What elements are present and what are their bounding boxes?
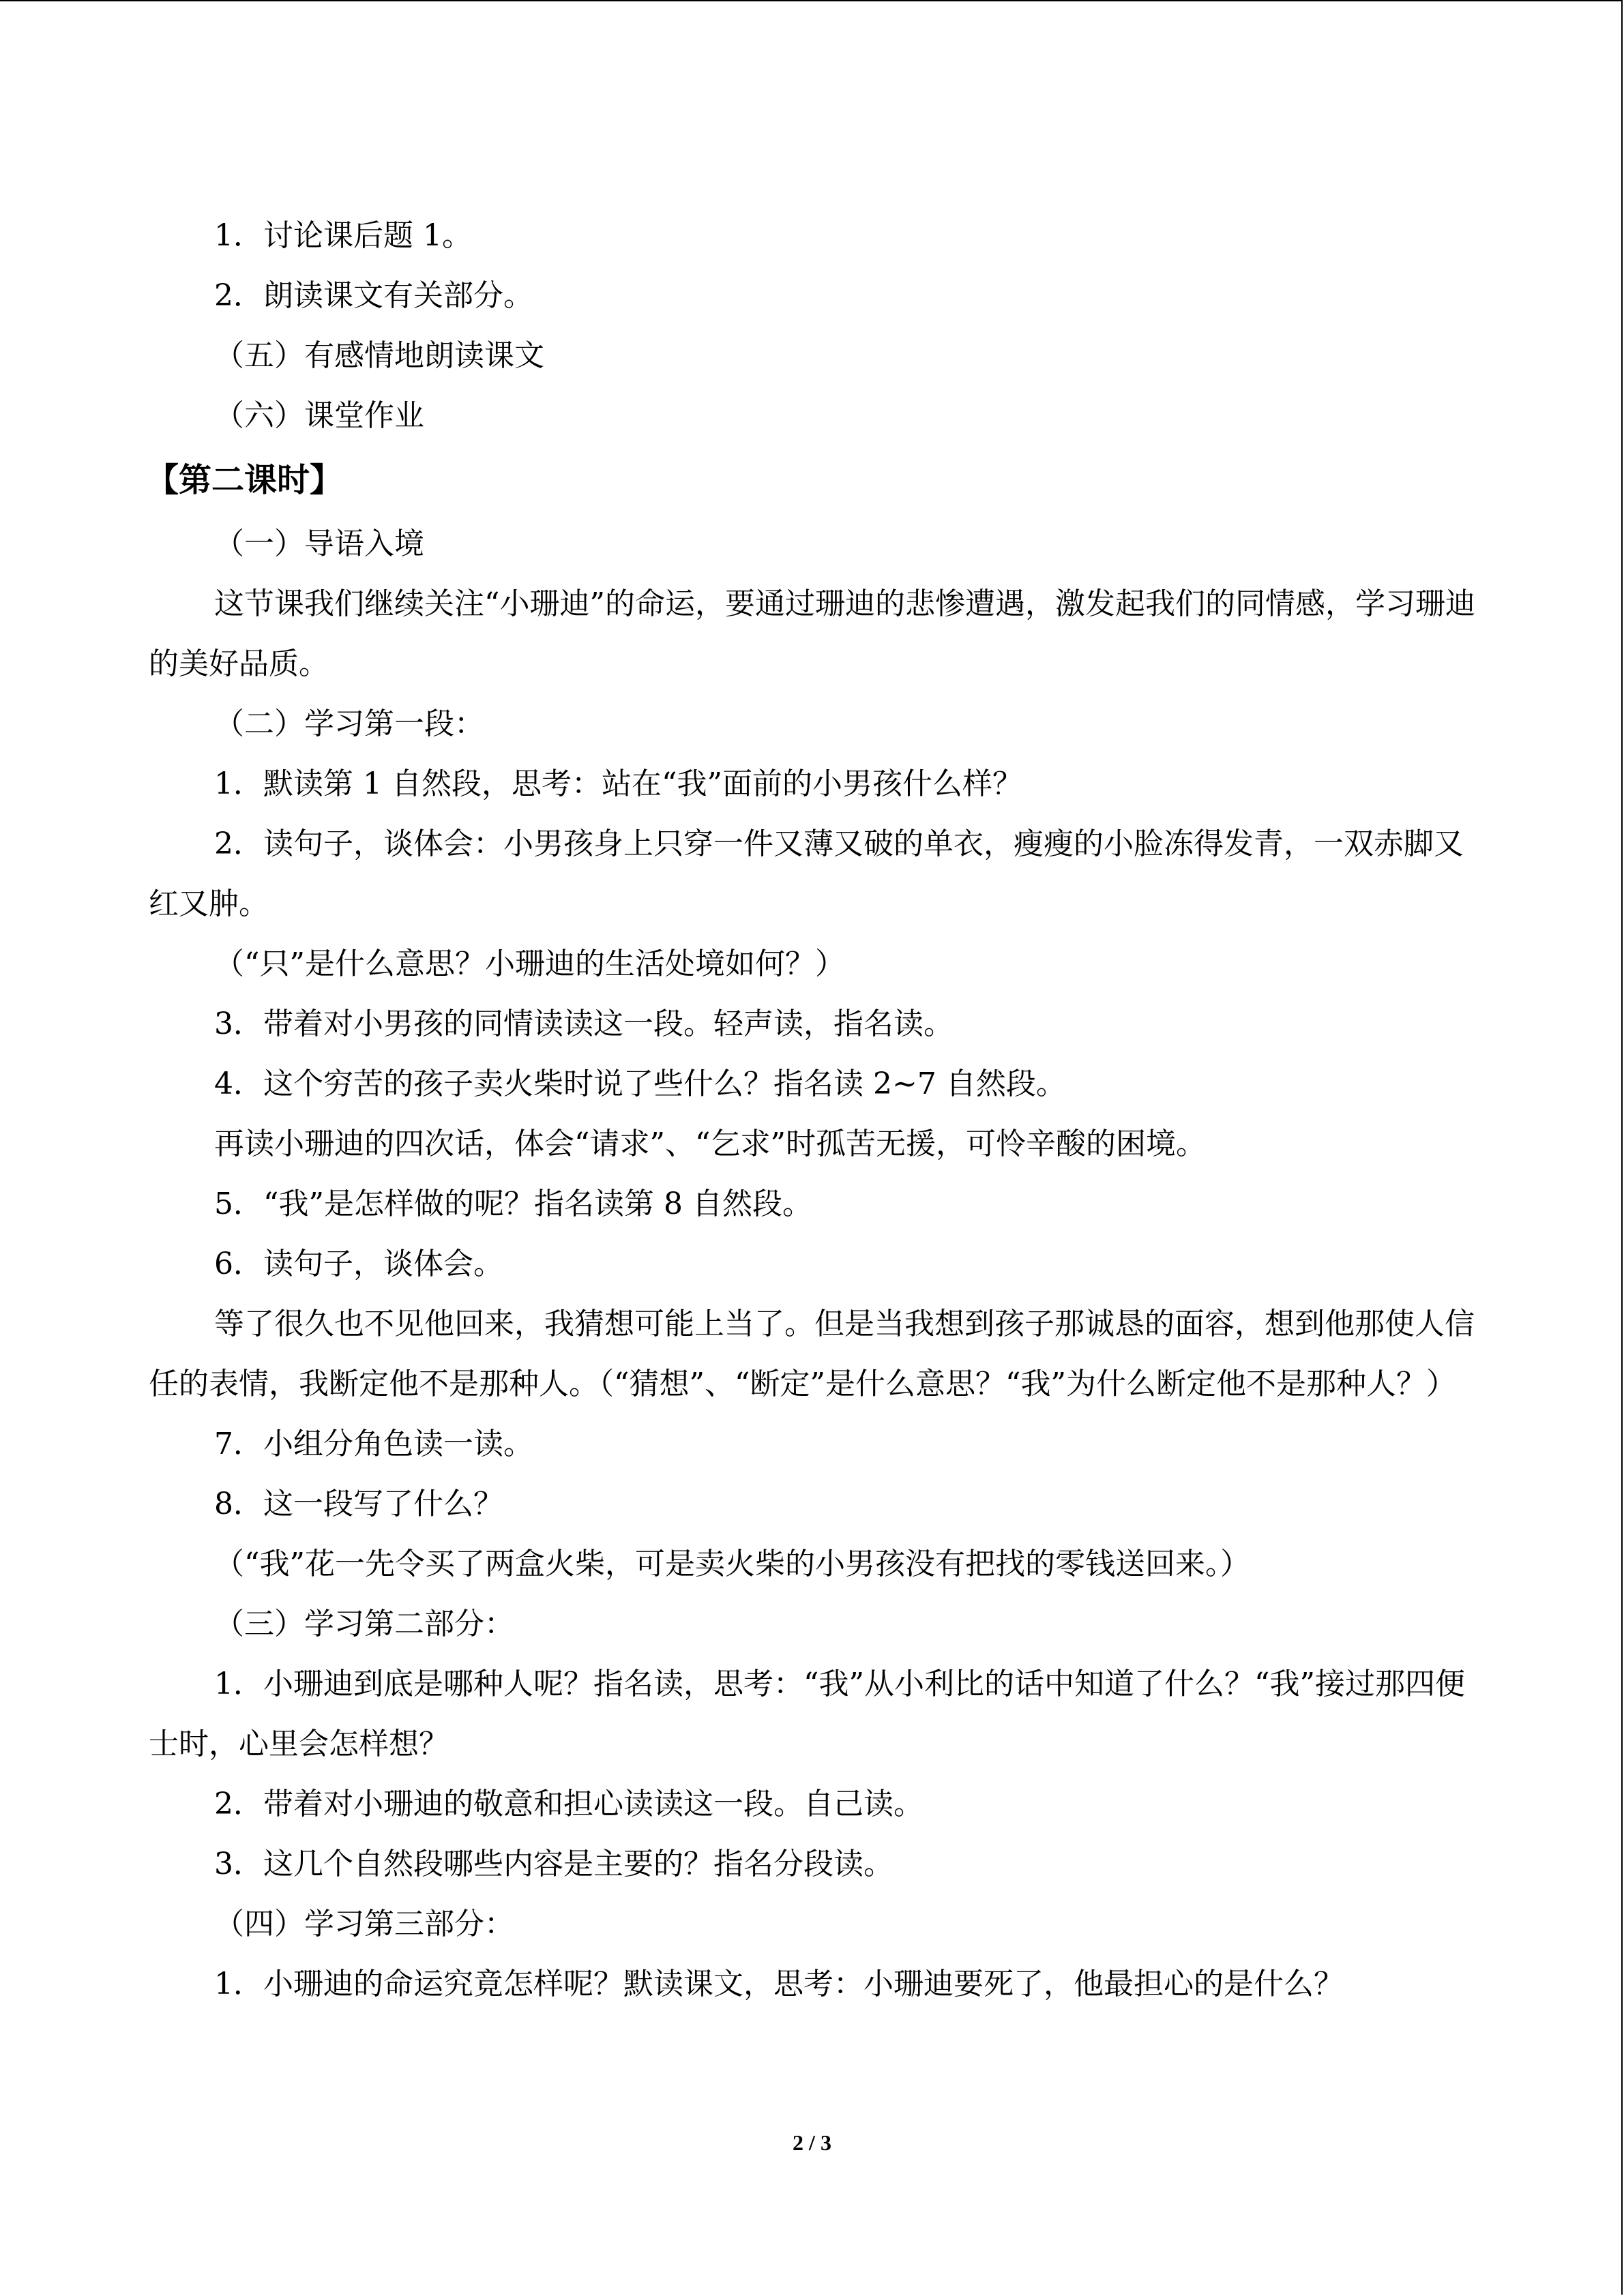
page-number: 2 / 3 xyxy=(793,2130,831,2155)
section-heading: （四）学习第三部分： xyxy=(214,1907,514,1941)
list-item: 1．讨论课后题 1。 xyxy=(214,218,472,253)
list-item: 5．“我”是怎样做的呢？指名读第 8 自然段。 xyxy=(214,1187,812,1221)
paragraph: （“只”是什么意思？小珊迪的生活处境如何？） xyxy=(214,946,845,981)
section-heading: （一）导语入境 xyxy=(214,526,424,561)
list-item: 2．朗读课文有关部分。 xyxy=(214,278,533,313)
list-item: 1．小珊迪的命运究竟怎样呢？默读课文，思考：小珊迪要死了，他最担心的是什么？ xyxy=(214,1967,1344,2001)
list-item: 6．读句子，谈体会。 xyxy=(214,1247,503,1281)
list-item: 3．这几个自然段哪些内容是主要的？指名分段读。 xyxy=(214,1847,894,1881)
paragraph: 这节课我们继续关注“小珊迪”的命运，要通过珊迪的悲惨遭遇，激发起我们的同情感，学习珊迪的美好品质。 xyxy=(149,586,1475,681)
paragraph: （“我”花一先令买了两盒火柴，可是卖火柴的小男孩没有把找的零钱送回来。） xyxy=(214,1547,1250,1581)
list-item: 4．这个穷苦的孩子卖火柴时说了些什么？指名读 2~7 自然段。 xyxy=(214,1067,1066,1101)
section-heading: （三）学习第二部分： xyxy=(214,1607,514,1641)
document-body xyxy=(146,206,1475,2014)
list-item: 8．这一段写了什么？ xyxy=(214,1487,503,1521)
section-heading: （五）有感情地朗读课文 xyxy=(214,338,544,373)
list-item: 7．小组分角色读一读。 xyxy=(214,1427,533,1461)
list-item: 3．带着对小男孩的同情读读这一段。轻声读，指名读。 xyxy=(214,1007,954,1041)
lesson-heading: 【第二课时】 xyxy=(146,461,343,499)
list-item: 1．小珊迪到底是哪种人呢？指名读，思考：“我”从小利比的话中知道了什么？“我”接过那四便士时，心里会怎样想？ xyxy=(149,1667,1465,1761)
paragraph: 等了很久也不见他回来，我猜想可能上当了。但是当我想到孩子那诚恳的面容，想到他那使人信任的表情，我断定他不是那种人。（“猜想”、“断定”是什么意思？“我”为什么断定他不是那种人？） xyxy=(149,1307,1475,1401)
list-item: 2．带着对小珊迪的敬意和担心读读这一段。自己读。 xyxy=(214,1787,924,1821)
list-item: 1．默读第 1 自然段，思考：站在“我”面前的小男孩什么样？ xyxy=(214,766,1022,801)
section-heading: （六）课堂作业 xyxy=(214,398,424,433)
section-heading: （二）学习第一段： xyxy=(214,706,484,741)
paragraph: 再读小珊迪的四次话，体会“请求”、“乞求”时孤苦无援，可怜辛酸的困境。 xyxy=(214,1127,1206,1161)
list-item: 2．读句子，谈体会：小男孩身上只穿一件又薄又破的单衣，瘦瘦的小脸冻得发青，一双赤脚又红又肿。 xyxy=(149,826,1464,921)
